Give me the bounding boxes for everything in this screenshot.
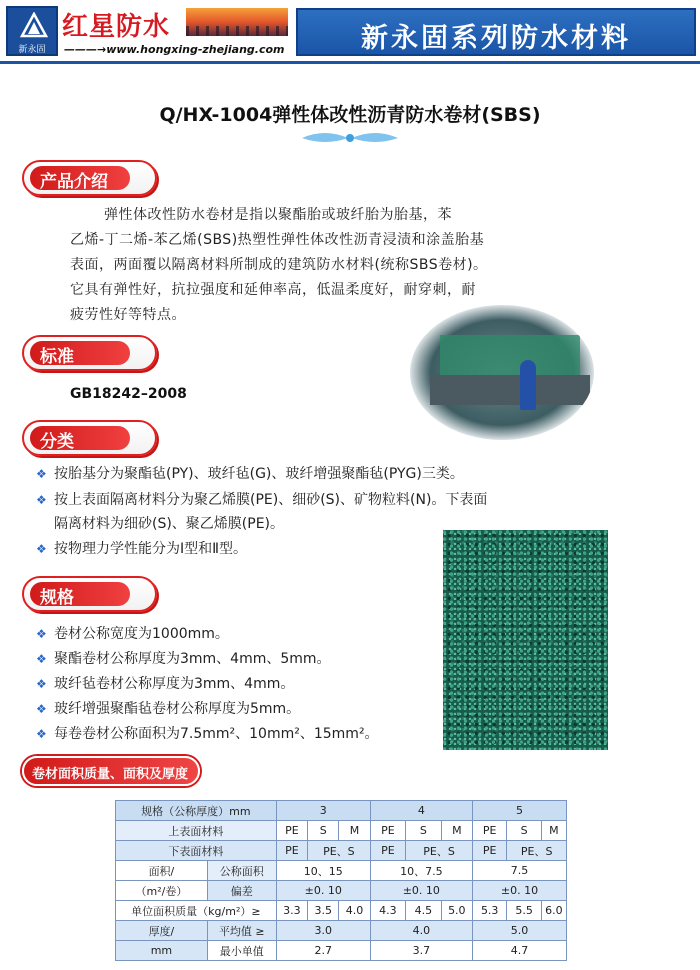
table-cell: 厚度/ — [116, 921, 208, 941]
table-cell: 10、15 — [276, 861, 370, 881]
table-cell: 单位面积质量（kg/m²）≥ — [116, 901, 277, 921]
section-title: 产品介绍 — [40, 172, 108, 192]
logo-triangle-icon — [20, 12, 48, 40]
table-cell: 偏差 — [207, 881, 276, 901]
table-cell: 7.5 — [472, 861, 566, 881]
section-header-table — [22, 756, 200, 786]
table-cell: PE — [370, 841, 405, 861]
table-row — [116, 841, 567, 861]
table-cell: 3 — [276, 801, 370, 821]
table-cell: 5.0 — [472, 921, 566, 941]
table-row — [116, 821, 567, 841]
table-cell: 面积/ — [116, 861, 208, 881]
bridge-silhouette — [186, 26, 288, 36]
table-cell: 下表面材料 — [116, 841, 277, 861]
table-cell: PE、S — [406, 841, 473, 861]
series-banner — [296, 8, 696, 56]
logo-subtitle: 新永固 — [18, 45, 46, 55]
spec-item: ❖ 玻纤毡卷材公称厚度为3mm、4mm。 — [36, 672, 294, 696]
spec-item: ❖ 玻纤增强聚酯毡卷材公称厚度为5mm。 — [36, 697, 300, 721]
table-cell: 3.5 — [308, 901, 339, 921]
classify-item: ❖ 按上表面隔离材料分为聚乙烯膜(PE)、细砂(S)、矿物粒料(N)。下表面 — [36, 488, 487, 512]
diamond-bullet-icon: ❖ — [36, 467, 47, 481]
diamond-bullet-icon: ❖ — [36, 627, 47, 641]
website-url[interactable]: ———→www.hongxing-zhejiang.com — [64, 43, 285, 56]
diamond-bullet-icon: ❖ — [36, 727, 47, 741]
production-line-photo — [410, 305, 594, 440]
classify-item: ❖ 按胎基分为聚酯毡(PY)、玻纤毡(G)、玻纤增强聚酯毡(PYG)三类。 — [36, 462, 464, 486]
table-cell: PE、S — [507, 841, 567, 861]
diamond-bullet-icon: ❖ — [36, 677, 47, 691]
table-row — [116, 921, 567, 941]
spec-table — [115, 800, 567, 961]
intro-line-1: 弹性体改性防水卷材是指以聚酯胎或玻纤胎为胎基，苯 — [104, 207, 452, 223]
section-title: 分类 — [40, 432, 74, 452]
table-cell: 2.7 — [276, 941, 370, 961]
table-cell: 4.0 — [339, 901, 370, 921]
mineral-granule-texture-photo — [443, 530, 608, 750]
spec-item: ❖ 聚酯卷材公称厚度为3mm、4mm、5mm。 — [36, 647, 331, 671]
standard-code: GB18242–2008 — [70, 386, 187, 402]
section-header-intro — [22, 160, 157, 196]
section-title: 标准 — [40, 347, 74, 367]
table-cell: 4.5 — [406, 901, 441, 921]
intro-line-2: 乙烯-丁二烯-苯乙烯(SBS)热塑性弹性体改性沥青浸渍和涂盖胎基 — [70, 232, 485, 248]
header — [0, 0, 700, 62]
classify-item: ❖ 按物理力学性能分为Ⅰ型和Ⅱ型。 — [36, 537, 247, 561]
table-cell: 规格（公称厚度）mm — [116, 801, 277, 821]
diamond-bullet-icon: ❖ — [36, 702, 47, 716]
table-cell: 上表面材料 — [116, 821, 277, 841]
table-cell: 平均值 ≥ — [207, 921, 276, 941]
table-cell: S — [507, 821, 541, 841]
brand-name: 红星防水 — [62, 12, 171, 42]
table-row — [116, 861, 567, 881]
table-row — [116, 941, 567, 961]
table-cell: M — [541, 821, 566, 841]
section-header-classify — [22, 420, 157, 456]
table-row — [116, 881, 567, 901]
section-header-spec — [22, 576, 157, 612]
product-title: Q/HX-1004弹性体改性沥青防水卷材(SBS) — [159, 104, 541, 126]
table-cell: 5.0 — [441, 901, 472, 921]
table-cell: （m²/卷） — [116, 881, 208, 901]
table-cell: 3.7 — [370, 941, 472, 961]
classify-item-continued: 隔离材料为细砂(S)、聚乙烯膜(PE)。 — [54, 516, 285, 532]
section-title: 卷材面积质量、面积及厚度 — [32, 767, 189, 782]
table-cell: 4.0 — [370, 921, 472, 941]
table-cell: 10、7.5 — [370, 861, 472, 881]
section-title: 规格 — [40, 588, 74, 608]
table-cell: 3.3 — [276, 901, 307, 921]
table-cell: S — [308, 821, 339, 841]
intro-line-4: 它具有弹性好，抗拉强度和延伸率高，低温柔度好，耐穿刺，耐 — [70, 282, 476, 298]
table-cell: 3.0 — [276, 921, 370, 941]
header-divider — [0, 61, 700, 64]
table-cell: PE — [472, 821, 506, 841]
table-cell: M — [339, 821, 370, 841]
table-cell: ±0. 10 — [370, 881, 472, 901]
spec-item: ❖ 卷材公称宽度为1000mm。 — [36, 622, 229, 646]
intro-line-3: 表面，两面覆以隔离材料所制成的建筑防水材料(统称SBS卷材)。 — [70, 257, 488, 273]
intro-line-5: 疲劳性好等特点。 — [70, 307, 186, 323]
section-header-standard — [22, 335, 157, 371]
table-row — [116, 901, 567, 921]
diamond-bullet-icon: ❖ — [36, 493, 47, 507]
table-cell: PE — [370, 821, 405, 841]
table-cell: 5.5 — [507, 901, 541, 921]
table-cell: PE、S — [308, 841, 371, 861]
table-cell: 4.7 — [472, 941, 566, 961]
spec-item: ❖ 每卷卷材公称面积为7.5mm²、10mm²、15mm²。 — [36, 722, 379, 746]
table-cell: PE — [276, 841, 307, 861]
table-cell: ±0. 10 — [472, 881, 566, 901]
table-cell: S — [406, 821, 441, 841]
table-cell: ±0. 10 — [276, 881, 370, 901]
table-cell: 4.3 — [370, 901, 405, 921]
table-cell: 最小单值 — [207, 941, 276, 961]
table-cell: mm — [116, 941, 208, 961]
table-row — [116, 801, 567, 821]
table-cell: 5 — [472, 801, 566, 821]
table-cell: M — [441, 821, 472, 841]
table-cell: PE — [276, 821, 307, 841]
wave-ornament-icon — [300, 128, 400, 148]
company-logo — [6, 6, 58, 56]
diamond-bullet-icon: ❖ — [36, 652, 47, 666]
banner-text: 新永固系列防水材料 — [361, 23, 631, 54]
diamond-bullet-icon: ❖ — [36, 542, 47, 556]
table-cell: 4 — [370, 801, 472, 821]
table-cell: 6.0 — [541, 901, 566, 921]
table-cell: PE — [472, 841, 506, 861]
table-cell: 公称面积 — [207, 861, 276, 881]
table-cell: 5.3 — [472, 901, 506, 921]
